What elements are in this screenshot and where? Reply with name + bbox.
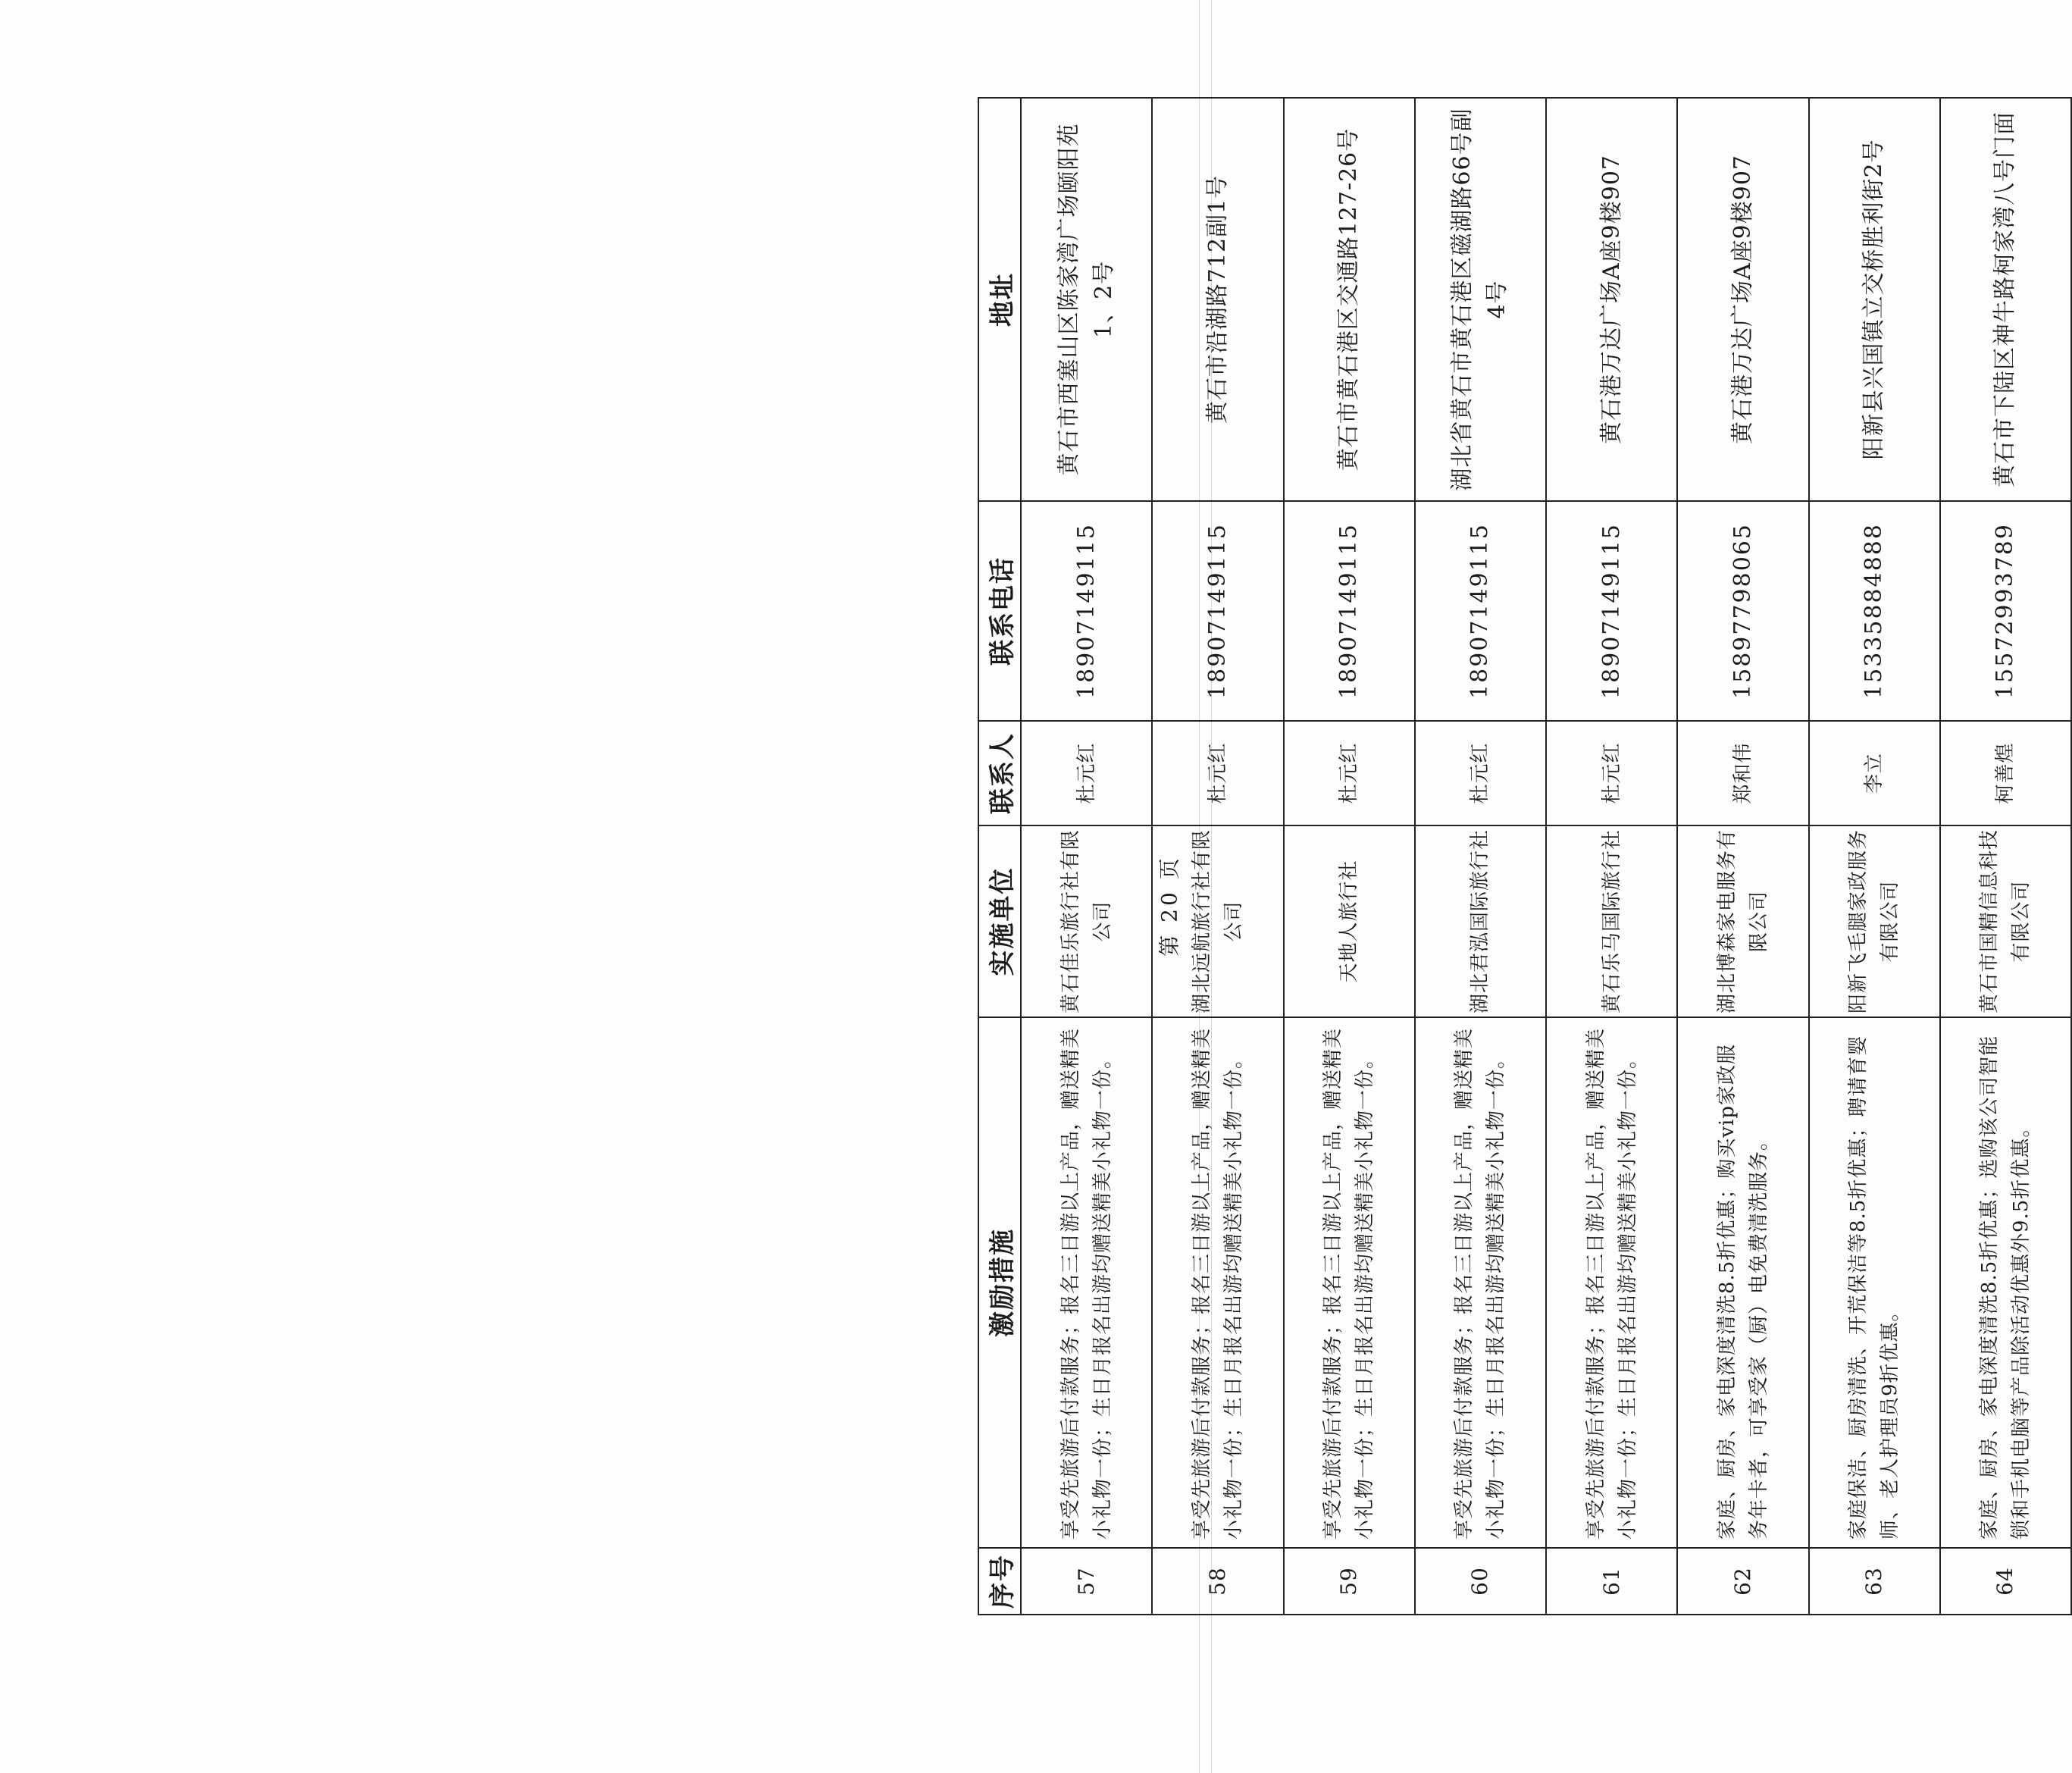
cell-measures: 家庭、厨房、家电深度清洗8.5折优惠；购买vip家政服务年卡者，可享受家（厨）电免费清洗服务。 [1677,1017,1808,1548]
cell-unit: 黄石乐马国际旅行社 [1546,825,1677,1017]
cell-measures: 享受先旅游后付款服务；报名三日游以上产品，赠送精美小礼物一份；生日月报名出游均赠送精美小礼物一份。 [1152,1017,1283,1548]
cell-unit: 湖北君泓国际旅行社 [1415,825,1546,1017]
cell-phone: 15572993789 [1940,501,2071,721]
cell-measures: 享受先旅游后付款服务；报名三日游以上产品，赠送精美小礼物一份；生日月报名出游均赠送精美小礼物一份。 [1284,1017,1415,1548]
cell-contact: 杜元红 [1415,721,1546,825]
cell-phone: 15335884888 [1809,501,1940,721]
cell-index: 62 [1677,1548,1808,1615]
header-phone: 联系电话 [978,501,1021,721]
cell-unit: 天地人旅行社 [1284,825,1415,1017]
header-index: 序号 [978,1548,1021,1615]
cell-address: 黄石市黄石港区交通路127-26号 [1284,98,1415,501]
cell-phone: 18907149115 [1415,501,1546,721]
cell-phone: 15897798065 [1677,501,1808,721]
cell-address: 湖北省黄石市黄石港区磁湖路66号副4号 [1415,98,1546,501]
cell-contact: 杜元红 [1021,721,1152,825]
cell-unit: 湖北远航旅行社有限公司 [1152,825,1283,1017]
table-row [1546,98,1677,1615]
cell-phone: 18907149115 [1284,501,1415,721]
cell-contact: 杜元红 [1546,721,1677,825]
table-row [1677,98,1808,1615]
header-address: 地址 [978,98,1021,501]
cell-measures: 享受先旅游后付款服务；报名三日游以上产品，赠送精美小礼物一份；生日月报名出游均赠送精美小礼物一份。 [1021,1017,1152,1548]
table-row [1021,98,1152,1615]
cell-phone: 18907149115 [1546,501,1677,721]
cell-contact: 李立 [1809,721,1940,825]
cell-address: 黄石港万达广场A座9楼907 [1546,98,1677,501]
header-contact: 联系人 [978,721,1021,825]
cell-index: 63 [1809,1548,1940,1615]
table-row [1809,98,1940,1615]
cell-unit: 黄石市国精信息科技有限公司 [1940,825,2071,1017]
table-row [1940,98,2071,1615]
cell-address: 黄石市沿湖路712副1号 [1152,98,1283,501]
rotated-table-container [978,99,2072,1615]
cell-contact: 杜元红 [1284,721,1415,825]
cell-phone: 18907149115 [1152,501,1283,721]
table-row [1284,98,1415,1615]
table-row [1415,98,1546,1615]
cell-index: 60 [1415,1548,1546,1615]
cell-address: 黄石市下陆区神牛路柯家湾八号门面 [1940,98,2071,501]
cell-unit: 湖北博森家电服务有限公司 [1677,825,1808,1017]
cell-index: 58 [1152,1548,1283,1615]
cell-contact: 杜元红 [1152,721,1283,825]
cell-unit: 黄石佳乐旅行社有限公司 [1021,825,1152,1017]
cell-index: 57 [1021,1548,1152,1615]
table-header-row [978,98,1021,1615]
header-unit: 实施单位 [978,825,1021,1017]
cell-index: 61 [1546,1548,1677,1615]
cell-contact: 柯善煌 [1940,721,2071,825]
cell-index: 59 [1284,1548,1415,1615]
page-number: 第 20 页 [1157,855,1182,957]
cell-address: 黄石港万达广场A座9楼907 [1677,98,1808,501]
cell-measures: 家庭保洁、厨房清洗、开荒保洁等8.5折优惠；聘请育婴师、老人护理员9折优惠。 [1809,1017,1940,1548]
cell-measures: 享受先旅游后付款服务；报名三日游以上产品，赠送精美小礼物一份；生日月报名出游均赠送精美小礼物一份。 [1546,1017,1677,1548]
cell-address: 阳新县兴国镇立交桥胜利街2号 [1809,98,1940,501]
cell-measures: 家庭、厨房、家电深度清洗8.5折优惠；选购该公司智能锁和手机电脑等产品除活动优惠外9.5折优惠。 [1940,1017,2071,1548]
cell-unit: 阳新飞毛腿家政服务有限公司 [1809,825,1940,1017]
cell-address: 黄石市西塞山区陈家湾广场颐阳苑1、2号 [1021,98,1152,501]
cell-contact: 郑和伟 [1677,721,1808,825]
cell-index: 64 [1940,1548,2071,1615]
incentive-table [978,97,2072,1615]
cell-measures: 享受先旅游后付款服务；报名三日游以上产品，赠送精美小礼物一份；生日月报名出游均赠送精美小礼物一份。 [1415,1017,1546,1548]
header-measures: 激励措施 [978,1017,1021,1548]
cell-phone: 18907149115 [1021,501,1152,721]
